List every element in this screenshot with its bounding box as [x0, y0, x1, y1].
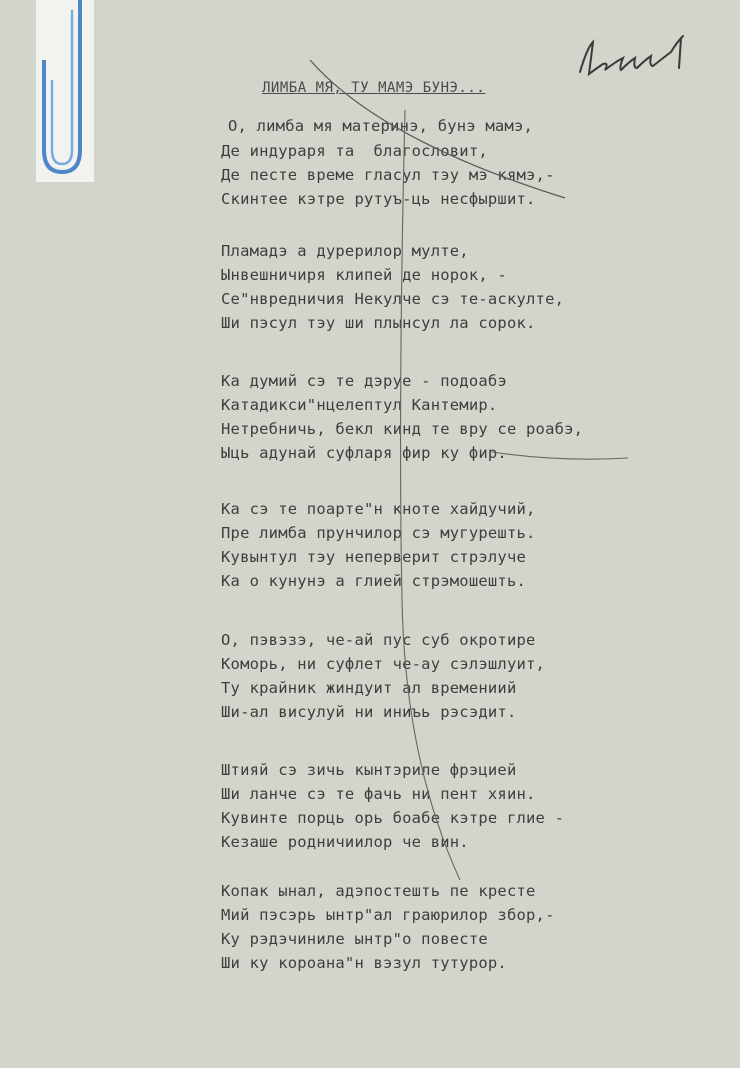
poem-line: О, пэвэзэ, че-ай пус суб окротире: [221, 631, 536, 649]
poem-line: Се"нвредничия Некулче сэ те-аскулте,: [221, 290, 565, 308]
poem-line: Ши пэсул тэу ши плынсул ла сорок.: [221, 314, 536, 332]
paperclip-icon: [36, 0, 94, 182]
poem-line: Кувинте порць орь боабе кэтре глие -: [221, 809, 565, 827]
poem-line: Пре лимба прунчилор сэ мугурешть.: [221, 524, 536, 542]
poem-line: Ку рэдэчиниле ынтр"о повесте: [221, 930, 488, 948]
poem-line: Де индураря та благословит,: [221, 142, 488, 160]
poem-line: Ка думий сэ те дэруе - подоабэ: [221, 372, 507, 390]
poem-line: Скинтее кэтре рутуъ-ць несфыршит.: [221, 190, 536, 208]
poem-line: Копак ынал, адэпостешть пе кресте: [221, 882, 536, 900]
poem-line: Нетребничь, бекл кинд те вру се роабэ,: [221, 420, 584, 438]
poem-line: Кезаше родничиилор че вин.: [221, 833, 469, 851]
poem-line: Мий пэсэрь ынтр"ал граюрилор збор,-: [221, 906, 555, 924]
poem-line: Ка сэ те поарте"н кноте хайдучий,: [221, 500, 536, 518]
poem-line: Ши ланче сэ те фачь ни пент хяин.: [221, 785, 536, 803]
poem-line: Ши-ал висулуй ни иниъь рэсэдит.: [221, 703, 517, 721]
poem-line: Ши ку короана"н вэзул тутурор.: [221, 954, 507, 972]
poem-line: Штияй сэ зичь кынтэриле фрэцией: [221, 761, 517, 779]
poem-line: Ка о кунунэ а глией стрэмошешть.: [221, 572, 527, 590]
poem-line: Коморь, ни суфлет че-ау сэлэшлуит,: [221, 655, 546, 673]
poem-line: Кувынтул тэу неперверит стрэлуче: [221, 548, 527, 566]
poem-line: О, лимба мя материнэ, бунэ мамэ,: [228, 117, 534, 135]
poem-line: Ыць адунай суфларя фир ку фир.: [221, 444, 507, 462]
poem-line: Катадикси"нцелептул Кантемир.: [221, 396, 498, 414]
poem-line: Пламадэ а дурерилор мулте,: [221, 242, 469, 260]
poem-title: ЛИМБА МЯ, ТУ МАМЭ БУНЭ...: [262, 80, 486, 96]
poem-line: Де песте време гласул тэу мэ кямэ,-: [221, 166, 555, 184]
paperclip: [36, 0, 94, 182]
poem-line: Ту крайник жиндуит ал времениий: [221, 679, 517, 697]
handwritten-signature: [575, 28, 715, 88]
poem-line: Ынвешничиря клипей де норок, -: [221, 266, 507, 284]
